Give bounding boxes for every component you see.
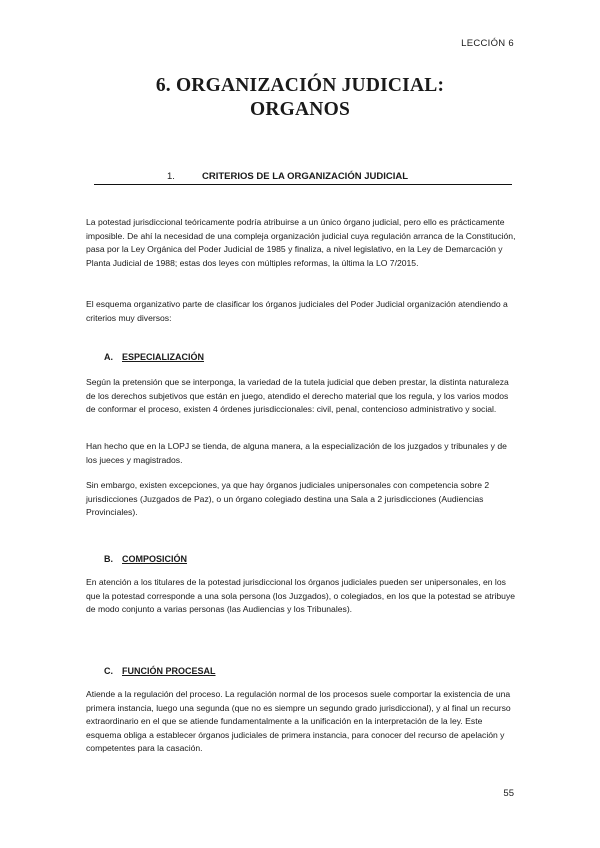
subsection-c-paragraph-1: Atiende a la regulación del proceso. La regulación normal de los procesos suele comportar la existencia de una primera instancia, luego una segunda (que no es siempre un segundo grado jurisdiccional), y al final un recurso extraordinario en el que se atiende fundamentalmente a la unificación en la interpretación de la ley. Este esquema obliga a establecer órganos judiciales de primera instancia, para conocer del recurso de apelación y competentes para la casación. [86, 689, 511, 754]
subsection-c-heading [104, 666, 404, 678]
section-number: 1. [167, 171, 175, 182]
page-title [0, 74, 600, 122]
lesson-label: LECCIÓN 6 [461, 38, 514, 49]
subsection-c-letter: C. [104, 666, 113, 676]
subsection-a-paragraph-2: Han hecho que en la LOPJ se tienda, de alguna manera, a la especialización de los juzgados y tribunales y de los jueces y magistrados. [86, 441, 507, 465]
section-title: CRITERIOS DE LA ORGANIZACIÓN JUDICIAL [202, 171, 409, 182]
intro-paragraph-1: La potestad jurisdiccional teóricamente podría atribuirse a un único órgano judicial, pero ello es prácticamente imposible. De ahí la necesidad de una compleja organización judicial cuya regulación arranca de la Constitución, pasa por la Ley Orgánica del Poder Judicial de 1985 y finaliza, a nivel legislativo, en la Ley de Demarcación y Planta Judicial de 1988; estas dos leyes con múltiples reformas, la última la LO 7/2015. [86, 217, 516, 268]
subsection-a-paragraph-3: Sin embargo, existen excepciones, ya que hay órganos judiciales unipersonales con competencia sobre 2 jurisdicciones (Juzgados de Paz), o un órgano colegiado destina una Sala a 2 jurisdicciones (Audiencias Provinciales). [86, 480, 490, 518]
subsection-a-title: ESPECIALIZACIÓN [122, 352, 205, 362]
title-line-1: 6. ORGANIZACIÓN JUDICIAL: [155, 75, 445, 96]
subsection-b-heading [104, 554, 404, 566]
subsection-a-paragraph-1: Según la pretensión que se interponga, la variedad de la tutela judicial que deben prestar, la distinta naturaleza de los derechos subjetivos que están en juego, atendido el derecho material que los regula, y los varios modos de conformar el proceso, existen 4 órdenes jurisdiccionales: civil, penal, contencioso administrativo y social. [86, 377, 509, 415]
section-rule [94, 184, 512, 185]
subsection-b-title: COMPOSICIÓN [122, 554, 188, 564]
subsection-b-paragraph-1: En atención a los titulares de la potestad jurisdiccional los órganos judiciales pueden ser unipersonales, en los que la potestad corresponde a una sola persona (los Juzgados), o colegiados, en los que la potestad se atribuye de modo conjunto a varias personas (las Audiencias y los Tribunales). [86, 577, 516, 615]
subsection-a-heading [104, 352, 404, 364]
intro-paragraph-2: El esquema organizativo parte de clasificar los órganos judiciales del Poder Judicial organización atendiendo a criterios muy diversos: [86, 299, 508, 323]
subsection-c-title: FUNCIÓN PROCESAL [122, 666, 216, 676]
page-number: 55 [503, 788, 514, 799]
subsection-b-letter: B. [104, 554, 113, 564]
subsection-a-letter: A. [104, 352, 113, 362]
title-line-2: ORGANOS [250, 99, 350, 120]
